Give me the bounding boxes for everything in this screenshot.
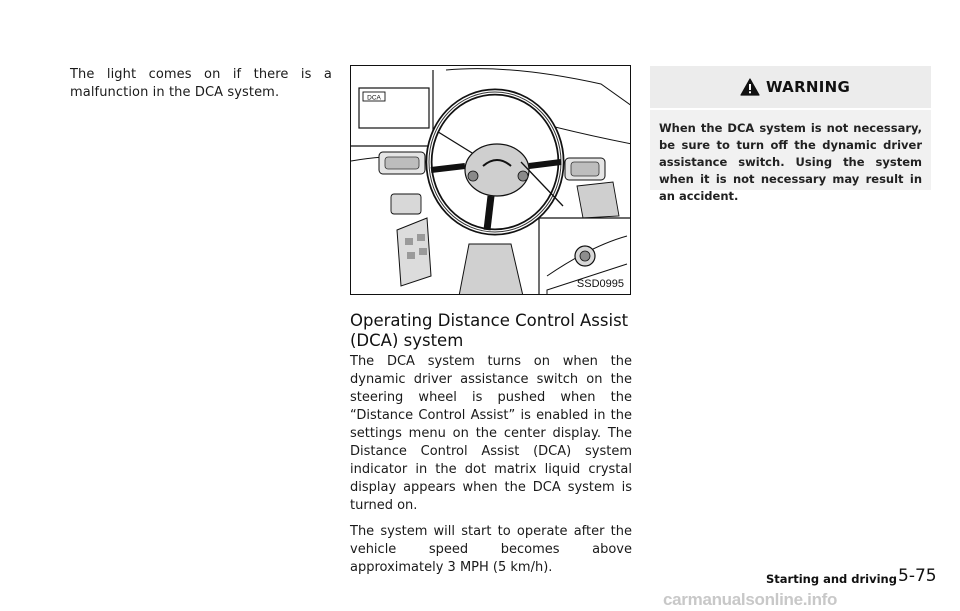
footer-section-label: Starting and driving bbox=[766, 572, 897, 586]
body-paragraph: The system will start to operate after the vehicle speed becomes above approximately 3 MPH (5 km/h). bbox=[350, 524, 632, 575]
dca-indicator-label: DCA bbox=[367, 94, 381, 102]
warning-text: When the DCA system is not necessary, be sure to turn off the dynamic driver assistance switch. Using the system when it is not necessary may result in an accident. bbox=[659, 121, 922, 203]
section-body bbox=[350, 353, 632, 585]
body-paragraph: The DCA system turns on when the dynamic driver assistance switch on the steering wheel is pushed when the “Distance Control Assist” is enabled in the settings menu on the center display. The Distance Control Assist (DCA) system indicator in the dot matrix liquid crystal display appears when the DCA system is turned on. bbox=[350, 354, 632, 513]
section-title: Operating Distance Control Assist (DCA) system bbox=[350, 311, 629, 350]
steering-wheel-figure bbox=[350, 65, 631, 295]
intro-paragraph: The light comes on if there is a malfunction in the DCA system. bbox=[70, 67, 332, 100]
warning-box bbox=[650, 66, 931, 203]
steering-wheel-illustration bbox=[351, 66, 631, 295]
warning-triangle-icon bbox=[740, 78, 760, 96]
figure-code: SSD0995 bbox=[576, 278, 624, 290]
warning-header bbox=[650, 66, 931, 110]
page-number: 5-75 bbox=[898, 566, 937, 586]
warning-label: WARNING bbox=[766, 78, 851, 96]
watermark: carmanualsonline.info bbox=[663, 590, 838, 609]
